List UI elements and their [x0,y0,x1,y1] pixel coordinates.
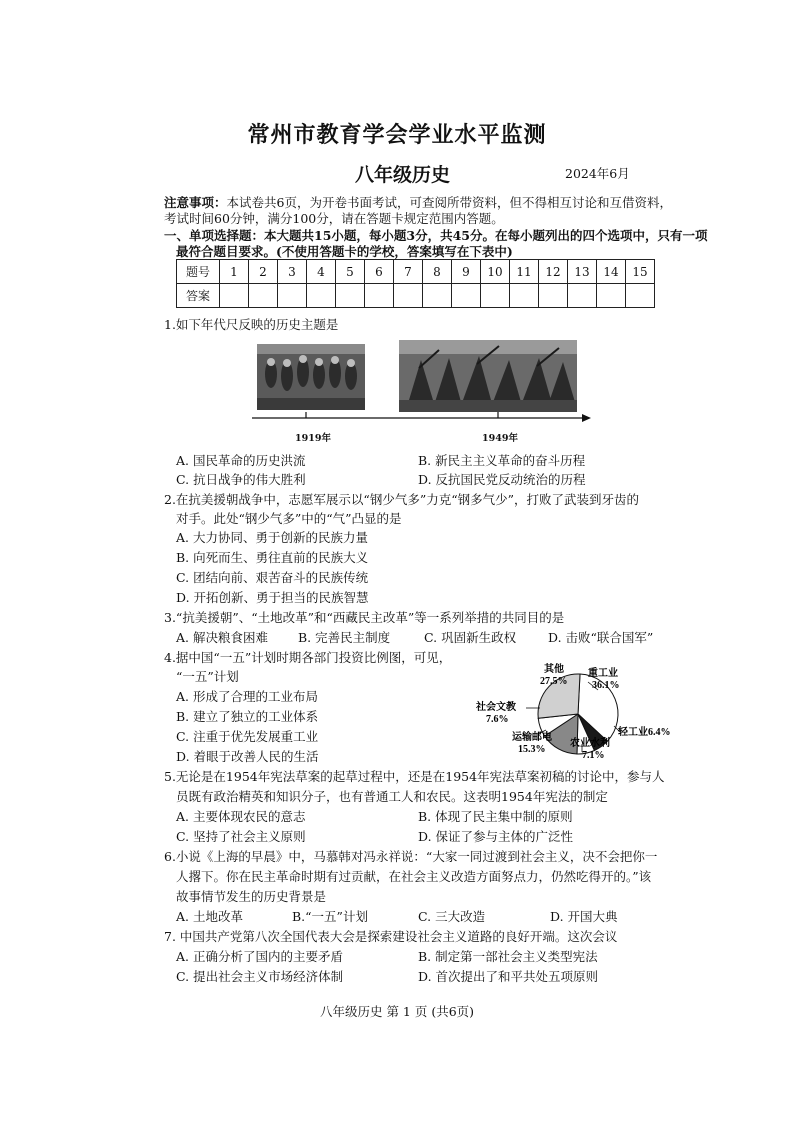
q5-option-d[interactable]: D. 保证了参与主体的广泛性 [418,829,574,844]
answer-cell[interactable] [568,284,597,308]
pie-label-culture-education: 社会文教 [476,702,516,713]
q4-option-c[interactable]: C. 注重于优先发展重工业 [176,729,319,744]
pie-value-agriculture: 7.1% [582,750,605,761]
answer-number: 12 [539,260,568,284]
q3-option-d[interactable]: D. 击败“联合国军” [548,630,654,645]
answer-number: 6 [365,260,394,284]
answer-number: 4 [307,260,336,284]
q6-stem-line2: 人撂下。你在民主革命时期有过贡献，在社会主义改造方面努点力，仍然吃得开的。”该 [176,869,652,884]
pie-value-other: 27.5% [540,676,568,687]
pie-value-light-industry: 6.4% [648,727,671,738]
answer-cell[interactable] [278,284,307,308]
answer-number: 11 [510,260,539,284]
q3-option-b[interactable]: B. 完善民主制度 [298,630,391,645]
q7-option-a[interactable]: A. 正确分析了国内的主要矛盾 [176,949,343,964]
q5-option-c[interactable]: C. 坚持了社会主义原则 [176,829,306,844]
q5-option-a[interactable]: A. 主要体现农民的意志 [176,809,306,824]
pie-label-light-industry-name: 轻工业 [618,727,648,738]
answer-number: 15 [626,260,655,284]
q3-option-a[interactable]: A. 解决粮食困难 [176,630,268,645]
q6-stem-line3: 故事情节发生的历史背景是 [176,889,327,904]
timeline-year-1949: 1949年 [482,433,518,444]
q7-stem: 7. 中国共产党第八次全国代表大会是探索建设社会主义道路的良好开端。这次会议 [164,929,618,944]
q6-option-d[interactable]: D. 开国大典 [550,909,618,924]
pie-value-transport: 15.3% [518,744,546,755]
answer-number: 8 [423,260,452,284]
q1-option-a[interactable]: A. 国民革命的历史洪流 [176,453,306,468]
pie-value-heavy-industry: 36.1% [592,680,620,691]
pie-value-culture-education: 7.6% [486,714,509,725]
answer-table-answer-row [177,284,655,308]
exam-subtitle: 八年级历史 [355,164,451,186]
answer-cell[interactable] [423,284,452,308]
answer-number: 3 [278,260,307,284]
q5-stem-line1: 5.无论是在1954年宪法草案的起草过程中，还是在1954年宪法草案初稿的讨论中，参与人 [164,769,665,784]
q4-option-b[interactable]: B. 建立了独立的工业体系 [176,709,319,724]
q2-option-a[interactable]: A. 大力协同、勇于创新的民族力量 [176,530,368,545]
q1-option-d[interactable]: D. 反抗国民党反动统治的历程 [418,472,586,487]
answer-cell[interactable] [220,284,249,308]
q2-option-d[interactable]: D. 开拓创新、勇于担当的民族智慧 [176,590,369,605]
q6-option-a[interactable]: A. 土地改革 [176,909,243,924]
answer-cell[interactable] [626,284,655,308]
crossing-river-relief-image [399,340,577,412]
answer-number: 5 [336,260,365,284]
q3-stem: 3.“抗美援朝”、“土地改革”和“西藏民主改革”等一系列举措的共同目的是 [164,610,565,625]
q7-option-d[interactable]: D. 首次提出了和平共处五项原则 [418,969,599,984]
answer-table [176,259,655,308]
answer-cell[interactable] [307,284,336,308]
pie-label-heavy-industry: 重工业 [588,668,618,679]
answer-cell[interactable] [394,284,423,308]
q4-stem-line1: 4.据中国“一五”计划时期各部门投资比例图，可见， [164,650,452,665]
q2-stem-line2: 对手。此处“钢少气多”中的“气”凸显的是 [176,511,402,526]
answer-cell[interactable] [597,284,626,308]
answer-number: 10 [481,260,510,284]
answer-table-row1-label: 题号 [177,260,220,284]
q3-option-c[interactable]: C. 巩固新生政权 [424,630,517,645]
q6-option-c[interactable]: C. 三大改造 [418,909,486,924]
q1-option-c[interactable]: C. 抗日战争的伟大胜利 [176,472,306,487]
notice-line1 [164,194,672,211]
q2-option-b[interactable]: B. 向死而生、勇往直前的民族大义 [176,550,369,565]
q7-option-b[interactable]: B. 制定第一部社会主义类型宪法 [418,949,598,964]
notice-label: 注意事项： [164,195,227,210]
q1-option-b[interactable]: B. 新民主主义革命的奋斗历程 [418,453,586,468]
section1-line1: 一、单项选择题：本大题共15小题，每小题3分，共45分。在每小题列出的四个选项中，只有一项 [164,228,708,243]
answer-table-row2-label: 答案 [177,284,220,308]
pie-label-light-industry [617,725,671,738]
pie-label-agriculture: 农业水利 [570,738,610,749]
timeline-year-1919: 1919年 [295,433,331,444]
q2-stem-line1: 2.在抗美援朝战争中，志愿军展示以“钢少气多”力克“钢多气少”，打败了武装到牙齿的 [164,492,639,507]
answer-number: 7 [394,260,423,284]
answer-number: 13 [568,260,597,284]
investment-pie-chart [470,656,696,766]
answer-table-number-row [177,260,655,284]
answer-number: 9 [452,260,481,284]
answer-number: 1 [220,260,249,284]
answer-cell[interactable] [249,284,278,308]
exam-date: 2024年6月 [565,166,630,181]
may-fourth-relief-image [257,344,365,410]
q2-option-c[interactable]: C. 团结向前、艰苦奋斗的民族传统 [176,570,369,585]
section1-line2: 最符合题目要求。(不使用答题卡的学校，答案填写在下表中) [176,244,513,259]
answer-cell[interactable] [336,284,365,308]
answer-cell[interactable] [365,284,394,308]
q5-option-b[interactable]: B. 体现了民主集中制的原则 [418,809,573,824]
answer-cell[interactable] [452,284,481,308]
notice-text: 本试卷共6页，为开卷书面考试，可查阅所带资料，但不得相互讨论和互借资料， [226,195,672,210]
pie-label-transport: 运输邮电 [512,732,552,743]
answer-number: 14 [597,260,626,284]
answer-cell[interactable] [510,284,539,308]
answer-cell[interactable] [481,284,510,308]
q6-stem-line1: 6.小说《上海的早晨》中，马慕韩对冯永祥说：“大家一同过渡到社会主义，决不会把你一 [164,849,658,864]
q4-option-d[interactable]: D. 着眼于改善人民的生活 [176,749,319,764]
q1-stem: 1.如下年代尺反映的历史主题是 [164,317,339,332]
q5-stem-line2: 员既有政治精英和知识分子，也有普通工人和农民。这表明1954年宪法的制定 [176,789,608,804]
answer-number: 2 [249,260,278,284]
q4-option-a[interactable]: A. 形成了合理的工业布局 [176,689,318,704]
notice-line2: 考试时间60分钟，满分100分，请在答题卡规定范围内答题。 [164,211,504,226]
pie-label-other: 其他 [544,664,564,675]
page-footer: 八年级历史 第 1 页 (共6页) [319,1004,475,1019]
q6-option-b[interactable]: B.“一五”计划 [292,909,368,924]
q7-option-c[interactable]: C. 提出社会主义市场经济体制 [176,969,344,984]
q4-stem-line2: “一五”计划 [176,669,239,684]
answer-cell[interactable] [539,284,568,308]
timeline-axis [252,410,592,424]
exam-title: 常州市教育学会学业水平监测 [247,122,547,148]
